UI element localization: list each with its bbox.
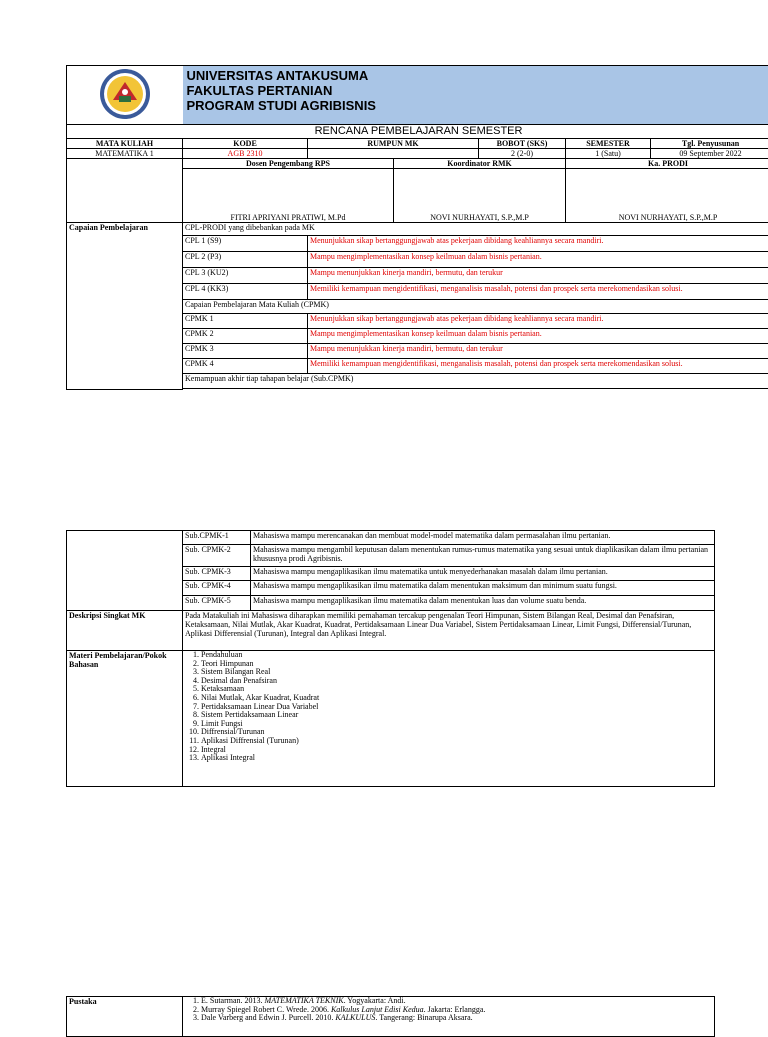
list-item: 12. Integral — [201, 746, 712, 755]
cpmk-intro: Capaian Pembelajaran Mata Kuliah (CPMK) — [183, 300, 768, 314]
list-item: 3. Dale Varberg and Edwin J. Purcell. 2010. KALKULUS. Tangerang: Binarupa Aksara. — [201, 1014, 712, 1023]
list-item: 2. Teori Himpunan — [201, 660, 712, 669]
val-tgl: 09 September 2022 — [651, 149, 768, 159]
rps-header-table — [66, 65, 768, 390]
cpl-text: Menunjukkan sikap bertanggungjawab atas pekerjaan dibidang keahliannya secara mandiri. — [308, 236, 768, 252]
cpl-code: CPL 2 (P3) — [183, 252, 308, 268]
cpl-text: Memiliki kemampuan mengidentifikasi, menganalisis masalah, potensi dan prospek serta merekomendasikan solusi. — [308, 284, 768, 300]
pustaka-list-cell — [183, 997, 715, 1037]
val-kode: AGB 2310 — [183, 149, 308, 159]
subcpmk-code: Sub. CPMK-5 — [183, 596, 251, 611]
cpl-code: CPL 1 (S9) — [183, 236, 308, 252]
subcpmk-text: Mahasiswa mampu mengaplikasikan ilmu matematika dalam menentukan luas dan volume suatu benda. — [251, 596, 715, 611]
cpl-intro: CPL-PRODI yang dibebankan pada MK — [183, 223, 768, 236]
col-semester: SEMESTER — [566, 139, 651, 149]
cpmk-code: CPMK 1 — [183, 314, 308, 329]
rps-detail-table — [66, 530, 715, 787]
deskripsi-text: Pada Matakuliah ini Mahasiswa diharapkan memiliki pemahaman tercakup pengenalan Teori Himpunan, Sistem Bilangan Real, Desimal dan Penafsiran, Ketaksamaan, Nilai Mutlak, Akar Kuadrat, Kuadrat, Pertidaksamaan Linear Dua Variabel, Sistem Pertidaksamaan Linear, Limit Fungsi, Differensial/Turunan, Aplikasi Differensial (Turunan), Integral dan Aplikasi Integral. — [183, 611, 715, 651]
col-rumpun: RUMPUN MK — [308, 139, 479, 149]
subcpmk-text: Mahasiswa mampu mengambil keputusan dalam menentukan rumus-rumus matematika yang sesuai untuk diaplikasikan dalam ilmu pertanian khususnya prodi Agribisnis. — [251, 545, 715, 567]
spacer-cell — [183, 389, 768, 390]
list-item: 1. Pendahuluan — [201, 651, 712, 660]
list-item: 13. Aplikasi Integral — [201, 754, 712, 763]
subcpmk-text: Mahasiswa mampu merencanakan dan membuat model-model matematika dalam permasalahan ilmu pertanian. — [251, 531, 715, 545]
list-item: 1. E. Sutarman. 2013. MATEMATIKA TEKNIK. Yogyakarta: Andi. — [201, 997, 712, 1006]
sig-head-kaprodi: Ka. PRODI — [566, 159, 768, 169]
list-item: 8. Sistem Pertidaksamaan Linear — [201, 711, 712, 720]
materi-list-cell — [183, 651, 715, 787]
document-title: RENCANA PEMBELAJARAN SEMESTER — [67, 125, 768, 139]
list-item: 7. Pertidaksamaan Linear Dua Variabel — [201, 703, 712, 712]
university-name: UNIVERSITAS ANTAKUSUMA — [187, 68, 767, 83]
col-tgl: Tgl. Penyusunan — [651, 139, 768, 149]
subcpmk-code: Sub. CPMK-4 — [183, 581, 251, 596]
cpmk-code: CPMK 4 — [183, 359, 308, 374]
subcpmk-text: Mahasiswa mampu mengaplikasikan ilmu matematika untuk menyederhanakan masalah dalam ilmu pertanian. — [251, 567, 715, 581]
subcpmk-code: Sub.CPMK-1 — [183, 531, 251, 545]
cpl-code: CPL 4 (KK3) — [183, 284, 308, 300]
col-kode: KODE — [183, 139, 308, 149]
program-name: PROGRAM STUDI AGRIBISNIS — [187, 98, 767, 113]
pustaka-list — [185, 997, 712, 1023]
sig-name-dosen: FITRI APRIYANI PRATIWI, M.Pd — [183, 169, 394, 223]
materi-list — [185, 651, 712, 763]
deskripsi-label: Deskripsi Singkat MK — [67, 611, 183, 651]
col-bobot: BOBOT (SKS) — [479, 139, 566, 149]
list-item: 9. Limit Fungsi — [201, 720, 712, 729]
cpl-text: Mampu mengimplementasikan konsep keilmuan dalam bisnis pertanian. — [308, 252, 768, 268]
subcpmk-intro: Kemampuan akhir tiap tahapan belajar (Sub.CPMK) — [183, 374, 768, 389]
list-item: 10. Diffrensial/Turunan — [201, 728, 712, 737]
val-rumpun — [308, 149, 479, 159]
val-bobot: 2 (2-0) — [479, 149, 566, 159]
faculty-name: FAKULTAS PERTANIAN — [187, 83, 767, 98]
sig-head-koordinator: Koordinator RMK — [394, 159, 566, 169]
val-semester: 1 (Satu) — [566, 149, 651, 159]
subcpmk-text: Mahasiswa mampu mengaplikasikan ilmu matematika dalam menentukan maksimum dan minimum suatu fungsi. — [251, 581, 715, 596]
sig-head-dosen: Dosen Pengembang RPS — [183, 159, 394, 169]
cpmk-text: Mampu menunjukkan kinerja mandiri, bermutu, dan terukur — [308, 344, 768, 359]
logo-cell — [67, 66, 183, 125]
list-item: 11. Aplikasi Diffrensial (Turunan) — [201, 737, 712, 746]
list-item: 2. Murray Spiegel Robert C. Wrede. 2006. Kalkulus Lanjut Edisi Kedua. Jakarta: Erlangga. — [201, 1006, 712, 1015]
list-item: 4. Desimal dan Penafsiran — [201, 677, 712, 686]
institution-title — [183, 66, 768, 125]
cpmk-text: Menunjukkan sikap bertanggungjawab atas pekerjaan dibidang keahliannya secara mandiri. — [308, 314, 768, 329]
list-item: 5. Ketaksamaan — [201, 685, 712, 694]
list-item: 3. Sistem Bilangan Real — [201, 668, 712, 677]
cpmk-code: CPMK 2 — [183, 329, 308, 344]
sig-name-kaprodi: NOVI NURHAYATI, S.P.,M.P — [566, 169, 768, 223]
pustaka-label: Pustaka — [67, 997, 183, 1037]
cpmk-code: CPMK 3 — [183, 344, 308, 359]
cpmk-text: Mampu mengimplementasikan konsep keilmuan dalam bisnis pertanian. — [308, 329, 768, 344]
subcpmk-code: Sub. CPMK-3 — [183, 567, 251, 581]
blank-cell — [67, 159, 183, 223]
cpl-code: CPL 3 (KU2) — [183, 268, 308, 284]
capaian-label: Capaian Pembelajaran — [67, 223, 183, 390]
university-logo — [69, 66, 181, 122]
list-item: 6. Nilai Mutlak, Akar Kuadrat, Kuadrat — [201, 694, 712, 703]
materi-label: Materi Pembelajaran/Pokok Bahasan — [67, 651, 183, 787]
sig-name-koordinator: NOVI NURHAYATI, S.P.,M.P — [394, 169, 566, 223]
val-mata-kuliah: MATEMATIKA 1 — [67, 149, 183, 159]
blank-cell — [67, 531, 183, 611]
cpl-text: Mampu menunjukkan kinerja mandiri, bermutu, dan terukur — [308, 268, 768, 284]
subcpmk-code: Sub. CPMK-2 — [183, 545, 251, 567]
cpmk-text: Memiliki kemampuan mengidentifikasi, menganalisis masalah, potensi dan prospek serta merekomendasikan solusi. — [308, 359, 768, 374]
col-mata-kuliah: MATA KULIAH — [67, 139, 183, 149]
pustaka-table — [66, 996, 715, 1037]
